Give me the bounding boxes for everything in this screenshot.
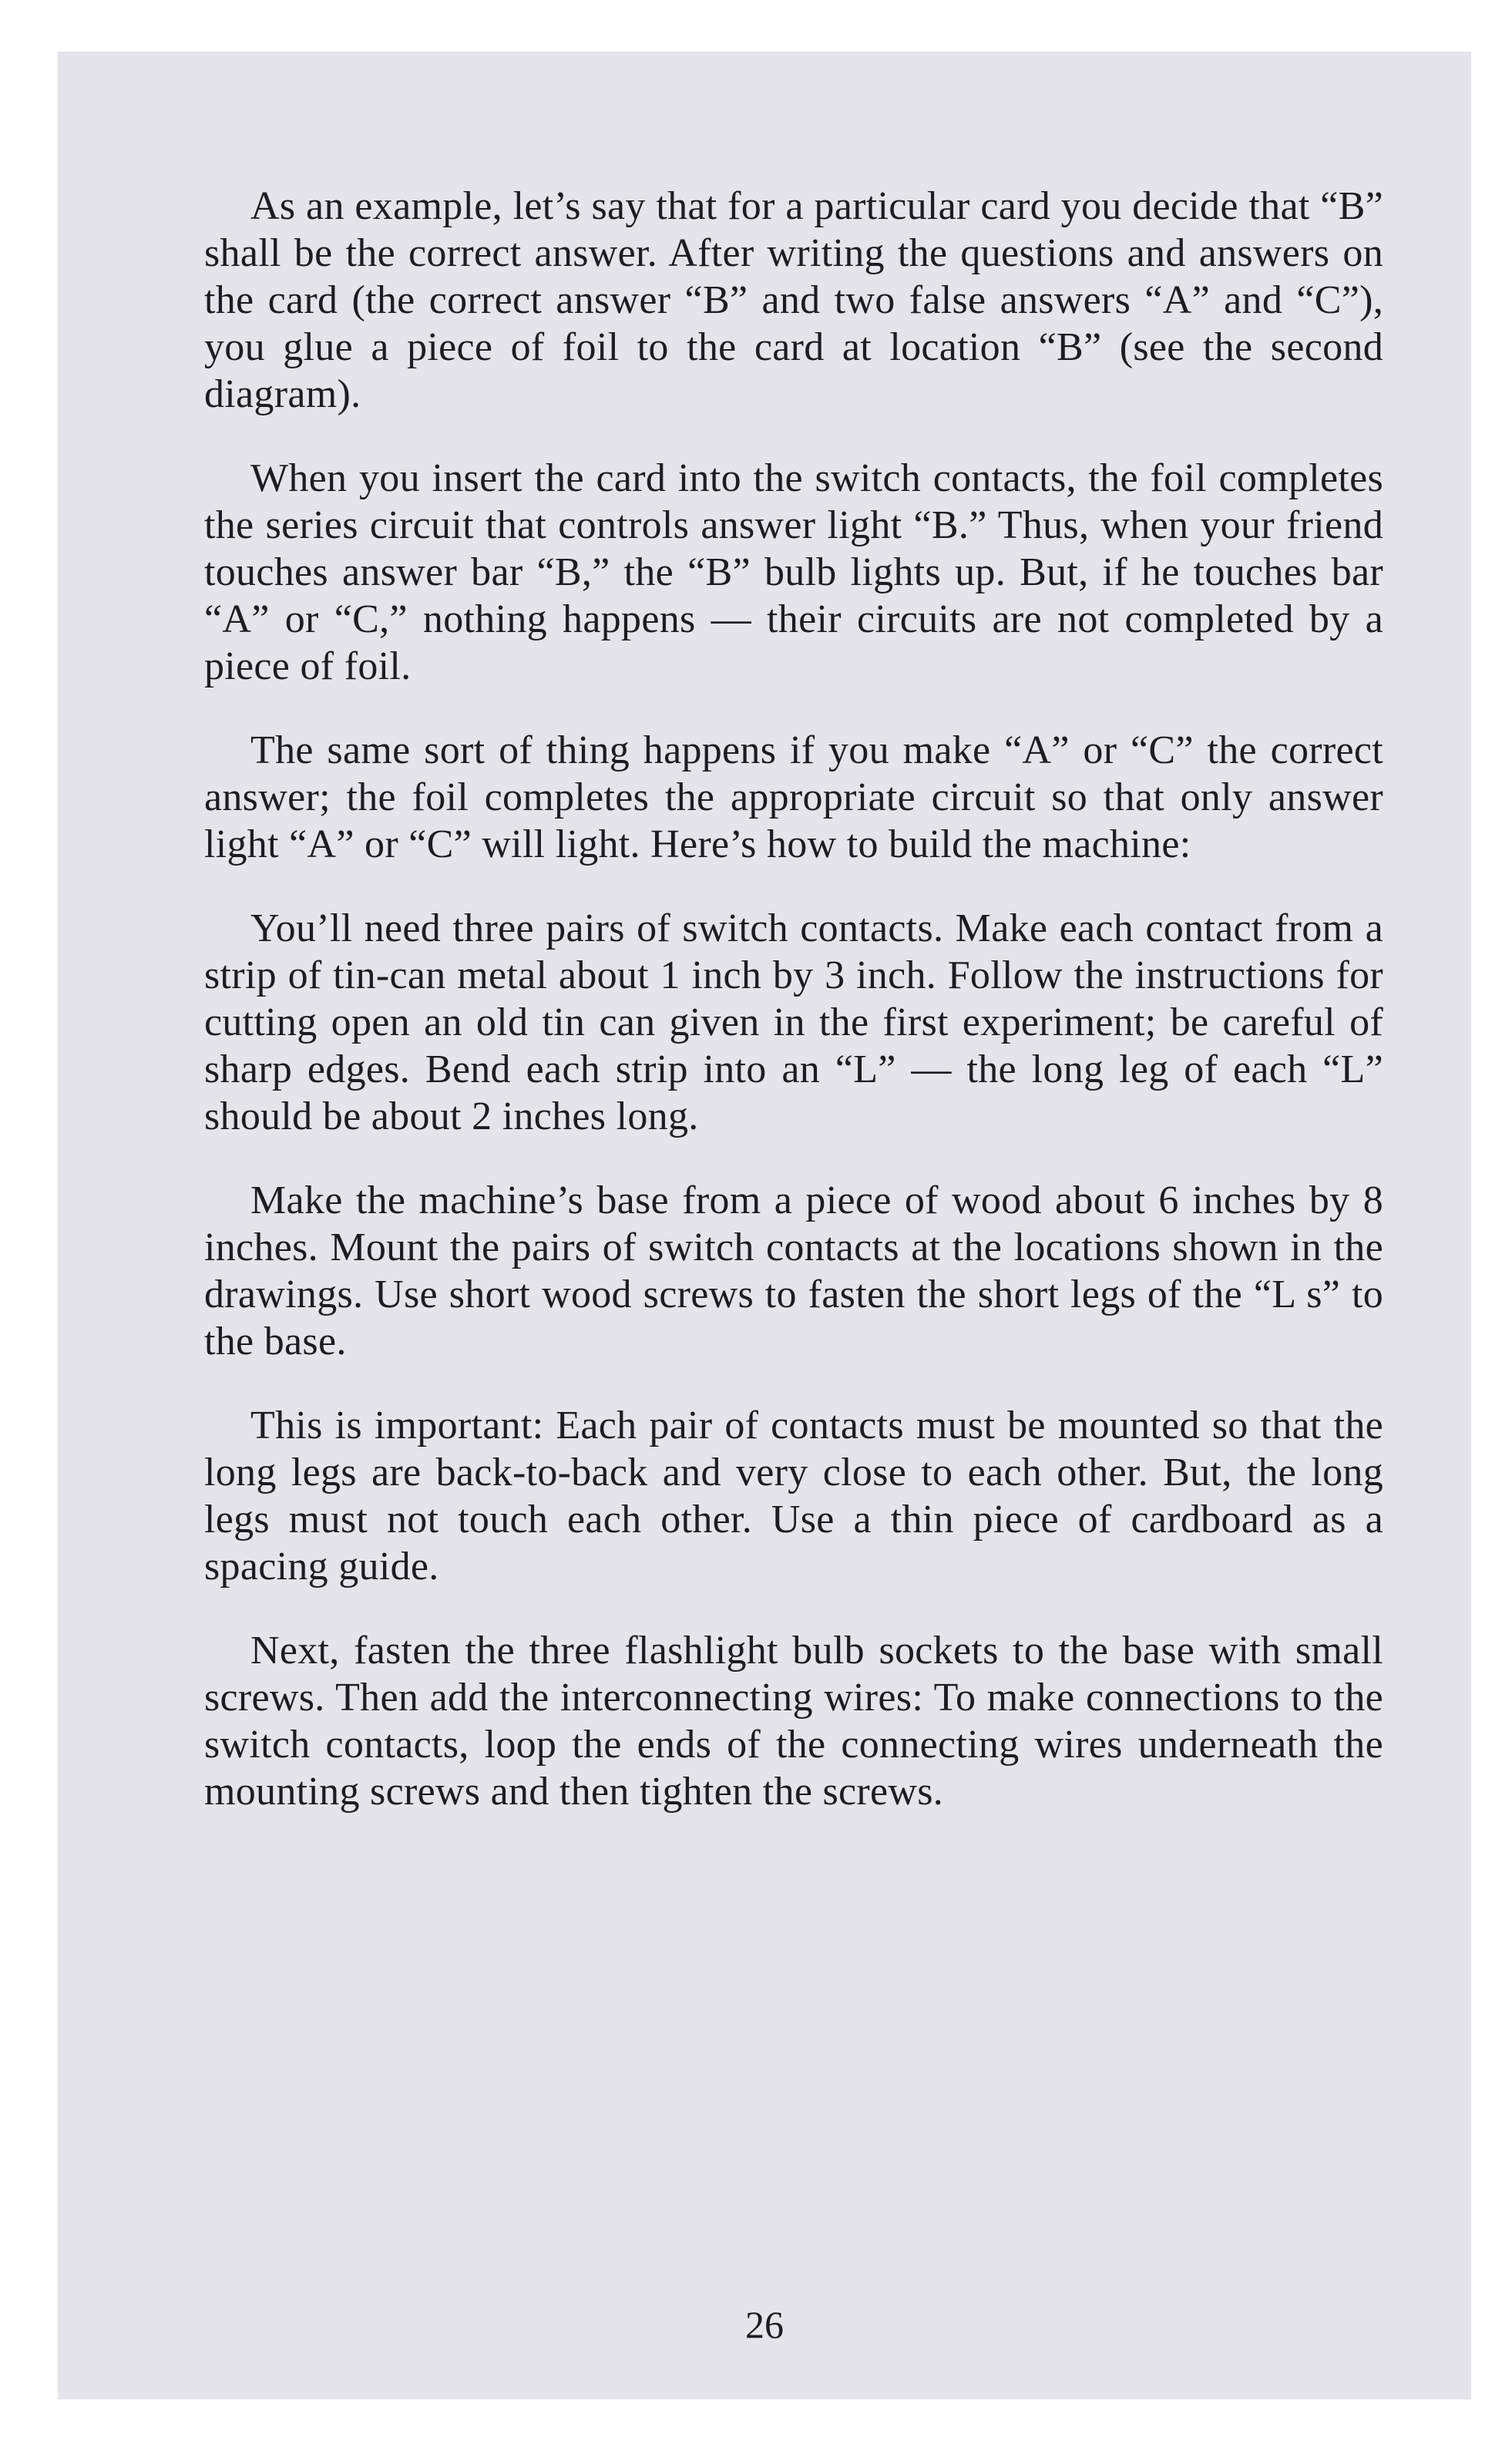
paragraph-bulb-sockets: Next, fasten the three flashlight bulb sockets to the base with small screws. Then add the interconnecting wires: To make connections to the switch contacts, loop the ends of the connecting wires underneath the mounting screws and then tighten the screws. <box>204 1629 1383 1814</box>
body-text <box>204 183 1383 1852</box>
paragraph-same-sort: The same sort of thing happens if you make “A” or “C” the correct answer; the foil completes the appropriate circuit so that only answer light “A” or “C” will light. Here’s how to build the machine: <box>204 728 1383 866</box>
page-number: 26 <box>745 2303 784 2346</box>
paragraph-insert-card: When you insert the card into the switch contacts, the foil completes the series circuit that controls answer light “B.” Thus, when your friend touches answer bar “B,” the “B” bulb lights up. But, if he touches bar “A” or “C,” nothing happens — their circuits are not completed by a piece of foil. <box>204 456 1383 688</box>
paragraph-important: This is important: Each pair of contacts must be mounted so that the long legs are back-to-back and very close to each other. But, the long legs must not touch each other. Use a thin piece of cardboard as a spacing guide. <box>204 1404 1383 1589</box>
book-page <box>58 52 1471 2399</box>
paragraph-switch-contacts: You’ll need three pairs of switch contacts. Make each contact from a strip of tin-can metal about 1 inch by 3 inch. Follow the instructions for cutting open an old tin can given in the first experiment; be careful of sharp edges. Bend each strip into an “L” — the long leg of each “L” should be about 2 inches long. <box>204 906 1383 1138</box>
paragraph-machine-base: Make the machine’s base from a piece of wood about 6 inches by 8 inches. Mount the pairs of switch contacts at the locations shown in the drawings. Use short wood screws to fasten the short legs of the “L s” to the base. <box>204 1178 1383 1363</box>
paragraph-example: As an example, let’s say that for a particular card you decide that “B” shall be the correct answer. After writing the questions and answers on the card (the correct answer “B” and two false answers “A” and “C”), you glue a piece of foil to the card at location “B” (see the second diagram). <box>204 184 1383 416</box>
